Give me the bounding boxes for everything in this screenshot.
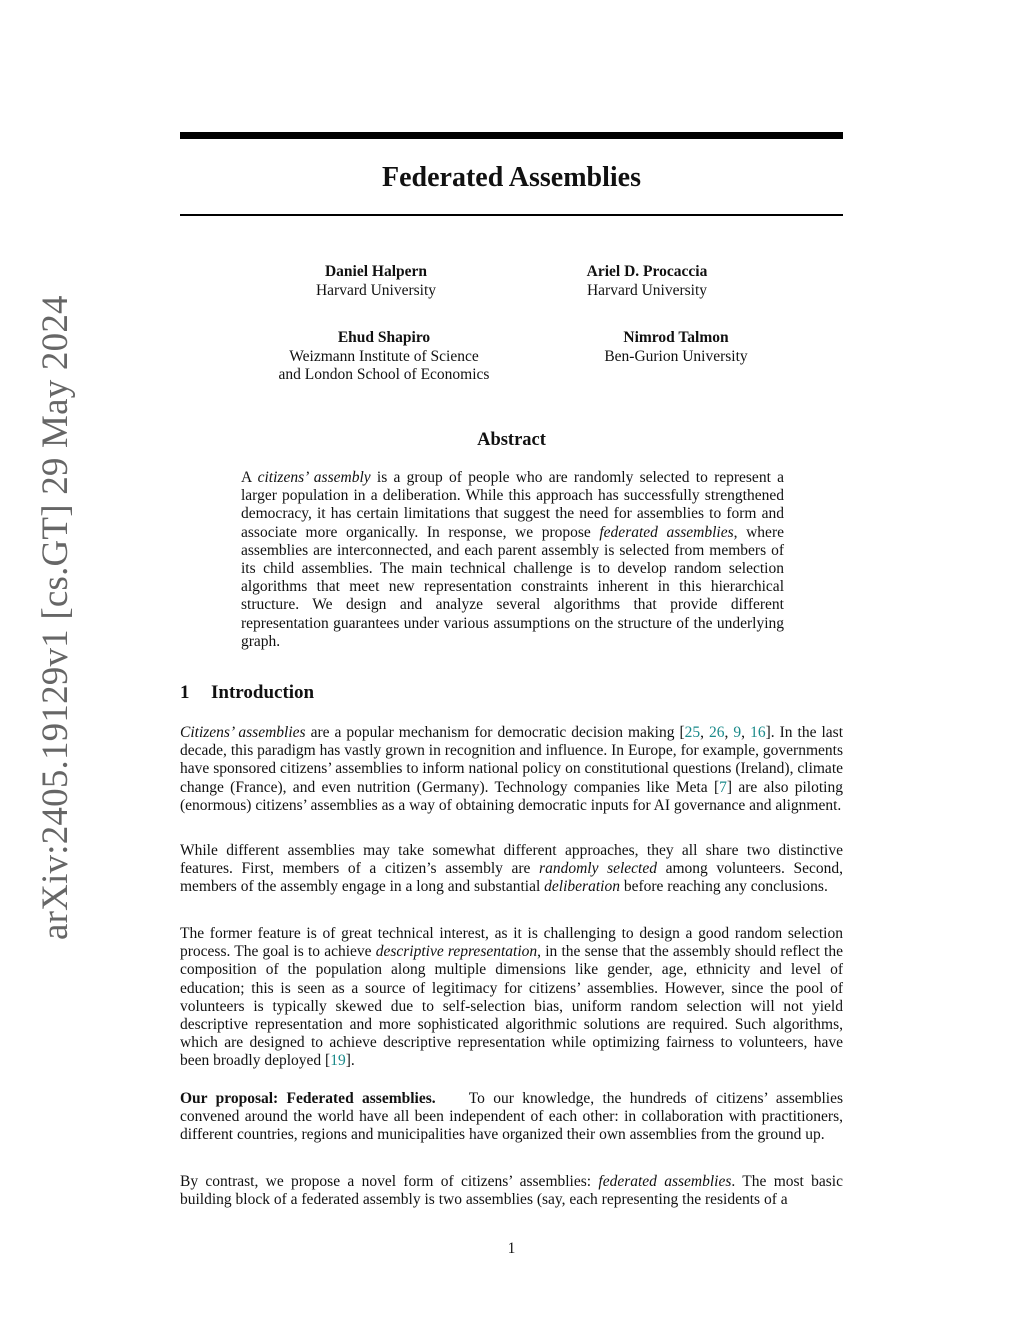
paragraph: By contrast, we propose a novel form of citizens’ assemblies: federated assemblies. The most basic building block of a federated assembly is two assemblies (say, each representing the residents of a (180, 1173, 843, 1209)
author-block (547, 263, 747, 300)
author-name: Ehud Shapiro (337, 329, 431, 346)
citation-link[interactable]: 7 (719, 778, 727, 796)
paragraph: The former feature is of great technical interest, as it is challenging to design a good random selection process. The goal is to achieve descriptive representation, in the sense that the assembly should reflect the composition of the population along multiple dimensions like gender, age, ethnicity and level of education; this is seen as a source of legitimacy for citizens’ assemblies. However, since the pool of volunteers is typically skewed due to self-selection bias, uniform random selection will not yield descriptive representation and more sophisticated algorithmic solutions are required. Such algorithms, which are designed to achieve descriptive representation while optimizing fairness to volunteers, have been broadly deployed [19]. (180, 925, 843, 1070)
author-name: Nimrod Talmon (623, 329, 729, 346)
section-heading (180, 682, 314, 704)
arxiv-identifier: arXiv:2405.19129v1 [cs.GT] 29 May 2024 (35, 295, 76, 940)
paragraph-heading: Our proposal: Federated assemblies. (180, 1090, 436, 1107)
author-affiliation: Weizmann Institute of Science (289, 347, 479, 365)
abstract-text: A citizens’ assembly is a group of people who are randomly selected to represent a larger population in a deliberation. While this approach has successfully strengthened democracy, it has certain limitations that suggest the need for assemblies to form and associate more organically. In response, we propose federated assemblies, where assemblies are interconnected, and each parent assembly is selected from members of its child assemblies. The main technical challenge is to develop random selection algorithms that meet new representation constraints inherent in this hierarchical structure. We design and analyze several algorithms that provide different representation guarantees under various assumptions on the structure of the underlying graph. (241, 469, 785, 650)
author-block (276, 263, 476, 300)
paper-title: Federated Assemblies (382, 162, 641, 193)
citation-link[interactable]: 26 (709, 724, 725, 741)
author-name: Daniel Halpern (324, 263, 428, 280)
author-affiliation: and London School of Economics (278, 366, 490, 383)
citation-link[interactable]: 19 (330, 1052, 346, 1070)
abstract-heading: Abstract (477, 430, 546, 450)
paragraph: Citizens’ assemblies are a popular mechanism for democratic decision making [25, 26, 9, 16]. In the last decade, this paradigm has vastly grown in recognition and influence. In Europe, for example, governments have sponsored citizens’ assemblies to inform national policy on constitutional questions (Ireland), climate change (France), and even nutrition (Germany). Technology companies like Meta [7] are also piloting (enormous) citizens’ assemblies as a way of obtaining democratic inputs for AI governance and alignment. (180, 724, 844, 814)
section-title: Introduction (211, 682, 315, 703)
paragraph: Our proposal: Federated assemblies. To our knowledge, the hundreds of citizens’ assemblies convened around the world have all been independent of each other: in collaboration with practitioners, different countries, regions and municipalities have organized their own assemblies from the ground up. (180, 1090, 843, 1144)
citation-link[interactable]: 25 (684, 724, 701, 741)
author-name: Ariel D. Procaccia (586, 263, 708, 280)
paragraph: While different assemblies may take somewhat different approaches, they all share two distinctive features. First, members of a citizen’s assembly are randomly selected among volunteers. Second, members of the assembly engage in a long and substantial deliberation before reaching any conclusions. (180, 842, 843, 896)
citation-link[interactable]: 16 (750, 724, 766, 741)
section-number: 1 (180, 682, 190, 703)
title-top-rule (180, 132, 843, 139)
author-affiliation: Harvard University (586, 281, 708, 299)
author-affiliation: Harvard University (315, 281, 437, 299)
author-block (254, 329, 514, 385)
title-bottom-rule (180, 214, 843, 216)
author-affiliation: Ben-Gurion University (604, 347, 748, 365)
citation-link[interactable]: 9 (733, 724, 742, 741)
author-block (566, 329, 786, 366)
page-number: 1 (507, 1240, 516, 1257)
